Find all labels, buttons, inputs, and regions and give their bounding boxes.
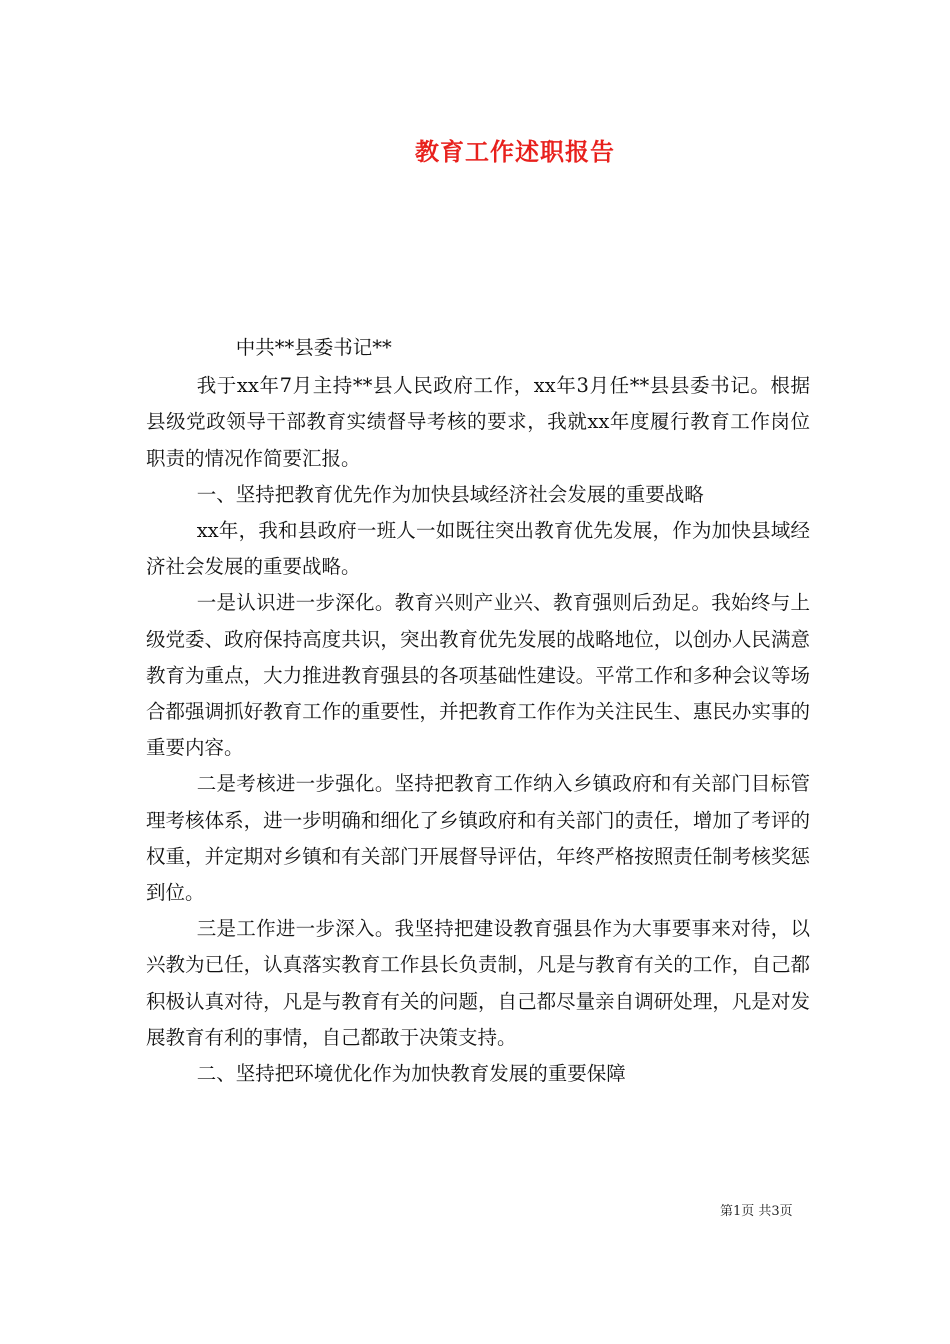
paragraph-intro: 我于xx年7月主持**县人民政府工作，xx年3月任**县县委书记。根据县级党政领导干部教育实绩督导考核的要求，我就xx年度履行教育工作岗位职责的情况作简要汇报。 [146, 374, 810, 470]
document-title: 教育工作述职报告 [415, 137, 615, 166]
section-heading-1: 一、坚持把教育优先作为加快县域经济社会发展的重要战略 [196, 482, 704, 506]
paragraph-section-1-intro: xx年，我和县政府一班人一如既往突出教育优先发展，作为加快县域经济社会发展的重要战略。 [146, 519, 810, 579]
paragraph-point-1: 一是认识进一步深化。教育兴则产业兴、教育强则后劲足。我始终与上级党委、政府保持高度共识，突出教育优先发展的战略地位，以创办人民满意教育为重点，大力推进教育强县的各项基础性建设。平常工作和多种会议等场合都强调抓好教育工作的重要性，并把教育工作作为关注民生、惠民办实事的重要内容。 [146, 591, 810, 760]
addressee-line: 中共**县委书记** [235, 336, 392, 359]
document-body [146, 336, 810, 1092]
paragraph-point-3: 三是工作进一步深入。我坚持把建设教育强县作为大事要事来对待，以兴教为已任，认真落实教育工作县长负责制，凡是与教育有关的工作，自己都积极认真对待，凡是与教育有关的问题，自己都尽量亲自调研处理，凡是对发展教育有利的事情，自己都敢于决策支持。 [146, 917, 810, 1049]
paragraph-point-2: 二是考核进一步强化。坚持把教育工作纳入乡镇政府和有关部门目标管理考核体系，进一步明确和细化了乡镇政府和有关部门的责任，增加了考评的权重，并定期对乡镇和有关部门开展督导评估，年终严格按照责任制考核奖惩到位。 [146, 772, 810, 905]
section-heading-2: 二、坚持把环境优化作为加快教育发展的重要保障 [196, 1062, 626, 1086]
page-number-footer: 第1页 共3页 [720, 1204, 793, 1219]
